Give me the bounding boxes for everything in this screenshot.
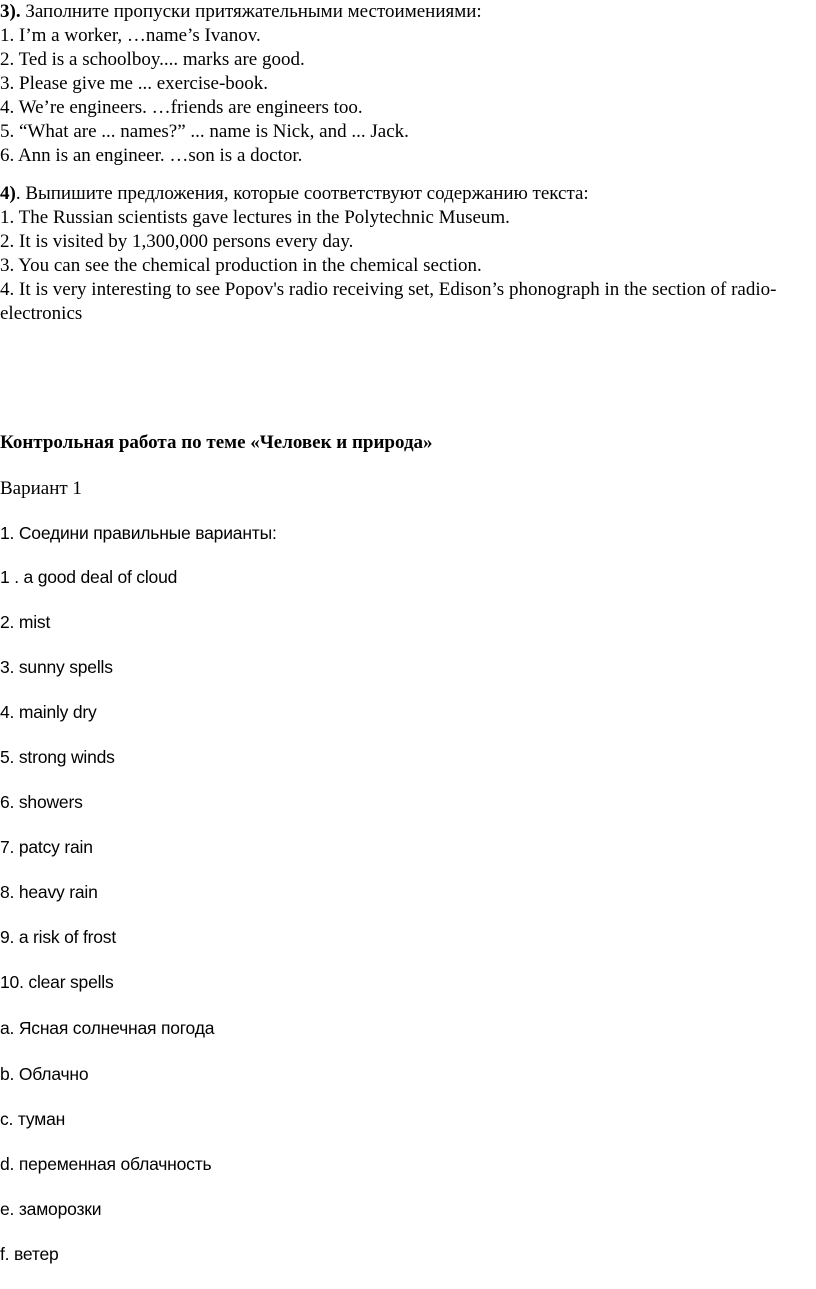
russian-item: c. туман (0, 1109, 66, 1129)
section-4-item: 1. The Russian scientists gave lectures in the Polytechnic Museum. (0, 207, 510, 228)
russian-item: d. переменная облачность (0, 1154, 212, 1174)
section-3-item: 3. Please give me ... exercise-book. (0, 73, 269, 94)
section-4 (0, 182, 808, 326)
section-3-number: 3). (0, 1, 21, 22)
test-heading: Контрольная работа по теме «Человек и природа» (0, 432, 433, 453)
section-3-item: 2. Ted is a schoolboy.... marks are good. (0, 49, 305, 70)
section-3 (0, 0, 808, 168)
english-item: 3. sunny spells (0, 657, 113, 677)
task-instruction: 1. Соедини правильные варианты: (0, 523, 277, 543)
section-3-title-text: Заполните пропуски притяжательными местоимениями: (20, 1, 482, 22)
section-3-item: 5. “What are ... names?” ... name is Nick, and ... Jack. (0, 121, 409, 142)
section-4-number: 4) (0, 183, 16, 204)
english-item: 1 . a good deal of cloud (0, 567, 178, 587)
english-item: 6. showers (0, 792, 83, 812)
russian-item: e. заморозки (0, 1199, 102, 1219)
section-3-item: 6. Ann is an engineer. …son is a doctor. (0, 145, 303, 166)
section-4-item: 4. It is very interesting to see Popov's radio receiving set, Edison’s phonograph in the section of radio-electronics (0, 279, 777, 324)
section-4-title (0, 182, 808, 206)
section-4-item: 2. It is visited by 1,300,000 persons every day. (0, 231, 354, 252)
variant-label: Вариант 1 (0, 478, 82, 499)
english-item: 8. heavy rain (0, 882, 98, 902)
english-item: 10. clear spells (0, 972, 114, 992)
english-item: 9. a risk of frost (0, 927, 117, 947)
section-4-title-text: . Выпишите предложения, которые соответствуют содержанию текста: (15, 183, 589, 204)
english-item: 7. patcy rain (0, 837, 93, 857)
section-4-item: 3. You can see the chemical production in the chemical section. (0, 255, 482, 276)
russian-item: a. Ясная солнечная погода (0, 1018, 215, 1038)
english-item: 5. strong winds (0, 747, 115, 767)
russian-item: b. Облачно (0, 1064, 89, 1084)
section-3-item: 1. I’m a worker, …name’s Ivanov. (0, 25, 261, 46)
russian-item: f. ветер (0, 1244, 59, 1264)
section-3-item: 4. We’re engineers. …friends are engineers too. (0, 97, 363, 118)
english-item: 4. mainly dry (0, 702, 97, 722)
section-3-title (0, 0, 808, 24)
english-item: 2. mist (0, 612, 51, 632)
